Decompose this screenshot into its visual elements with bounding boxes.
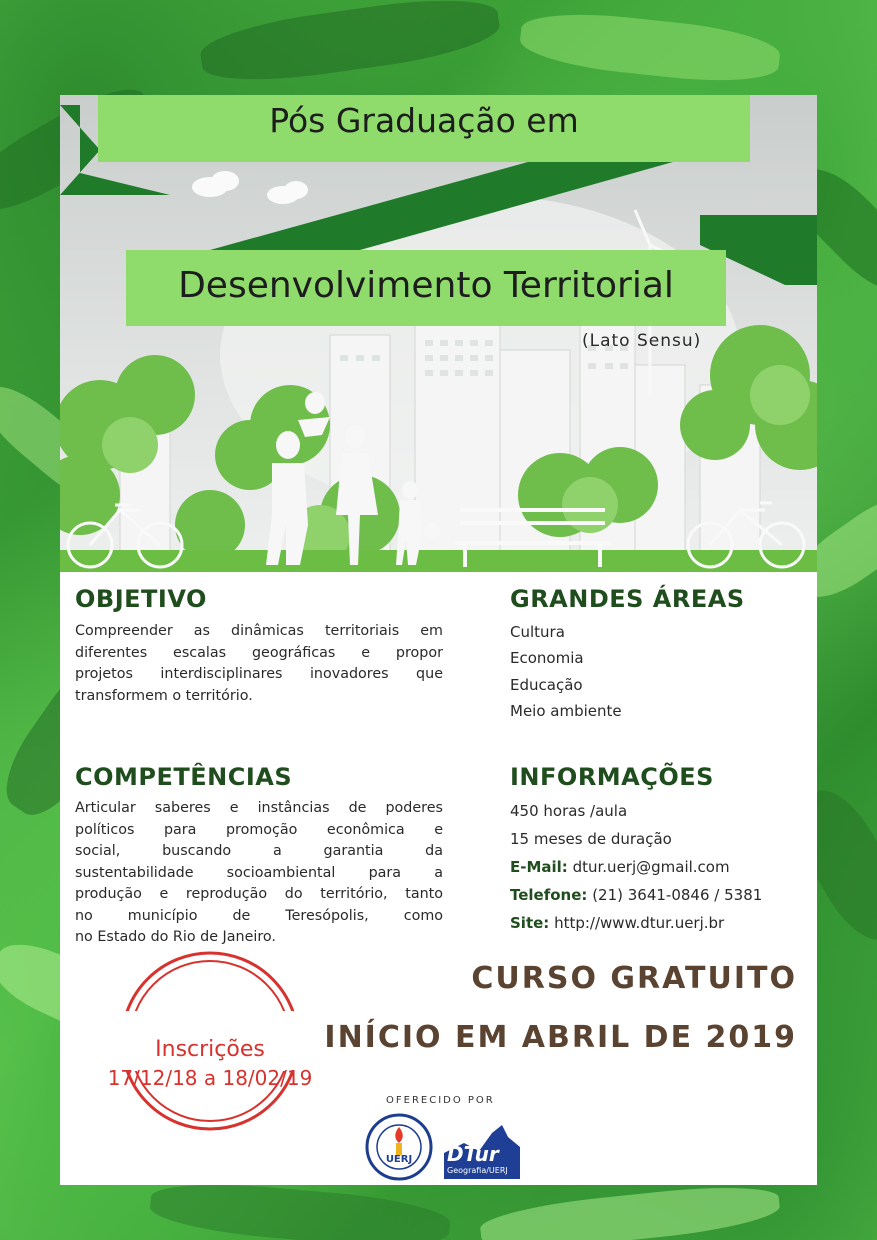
objetivo-line: transformem o território. bbox=[75, 687, 253, 704]
email-link[interactable]: dtur.uerj@gmail.com bbox=[572, 858, 730, 876]
bg-streak bbox=[197, 0, 502, 91]
oferecido-label: OFERECIDO POR bbox=[386, 1095, 495, 1106]
hero-illustration bbox=[60, 95, 817, 572]
info-hours: 450 horas /aula bbox=[510, 802, 628, 820]
site-label: Site: bbox=[510, 914, 550, 932]
bg-streak bbox=[478, 1179, 781, 1240]
objetivo-line: projetos interdisciplinares inovadores que bbox=[75, 666, 443, 682]
objetivo-heading: OBJETIVO bbox=[75, 585, 207, 613]
site-link[interactable]: http://www.dtur.uerj.br bbox=[554, 914, 725, 932]
objetivo-text bbox=[75, 621, 443, 707]
uerj-text: UERJ bbox=[385, 1154, 413, 1165]
area-item: Economia bbox=[510, 649, 584, 667]
dtur-subtitle: Geografia/UERJ bbox=[447, 1166, 508, 1175]
phone-label: Telefone: bbox=[510, 886, 588, 904]
title-line2: Desenvolvimento Territorial bbox=[178, 265, 674, 306]
curso-inicio: INÍCIO EM ABRIL DE 2019 bbox=[324, 1020, 797, 1055]
info-duration: 15 meses de duração bbox=[510, 830, 672, 848]
competencias-line: social, buscando a garantia da bbox=[75, 843, 443, 859]
curso-gratuito: CURSO GRATUITO bbox=[471, 961, 797, 996]
email-label: E-Mail: bbox=[510, 858, 568, 876]
competencias-line: produção e reprodução do território, tanto bbox=[75, 886, 443, 902]
objetivo-line: Compreender as dinâmicas territoriais em bbox=[75, 623, 443, 639]
poster-card bbox=[60, 95, 817, 1185]
dtur-text: DTur bbox=[447, 1142, 499, 1166]
competencias-line: sustentabilidade socioambiental para a bbox=[75, 864, 443, 881]
objetivo-line: diferentes escalas geográficas e propor bbox=[75, 644, 443, 661]
inscricoes-dates: 17/12/18 a 18/02/19 bbox=[107, 1066, 313, 1090]
area-item: Educação bbox=[510, 676, 583, 694]
informacoes-heading: INFORMAÇÕES bbox=[510, 763, 714, 791]
competencias-text bbox=[75, 798, 443, 949]
areas-heading: GRANDES ÁREAS bbox=[510, 585, 745, 613]
competencias-heading: COMPETÊNCIAS bbox=[75, 763, 293, 791]
info-phone bbox=[510, 886, 762, 904]
area-item: Meio ambiente bbox=[510, 702, 622, 720]
phone-number: (21) 3641-0846 / 5381 bbox=[592, 886, 763, 904]
inscricoes-label: Inscrições bbox=[155, 1037, 265, 1062]
competencias-line: Articular saberes e instâncias de poderes bbox=[75, 800, 443, 816]
competencias-line: no município de Teresópolis, como bbox=[75, 907, 443, 924]
competencias-line: no Estado do Rio de Janeiro. bbox=[75, 929, 276, 945]
area-item: Cultura bbox=[510, 623, 565, 641]
bg-streak bbox=[148, 1177, 451, 1240]
city-park-illustration bbox=[60, 95, 817, 572]
subtitle: (Lato Sensu) bbox=[582, 331, 702, 351]
uerj-logo bbox=[365, 1113, 433, 1181]
info-site bbox=[510, 914, 724, 932]
bg-streak bbox=[518, 7, 782, 89]
title-line1: Pós Graduação em bbox=[269, 101, 579, 140]
competencias-line: políticos para promoção econômica e bbox=[75, 821, 443, 838]
dtur-logo bbox=[444, 1123, 520, 1179]
info-email bbox=[510, 858, 730, 876]
